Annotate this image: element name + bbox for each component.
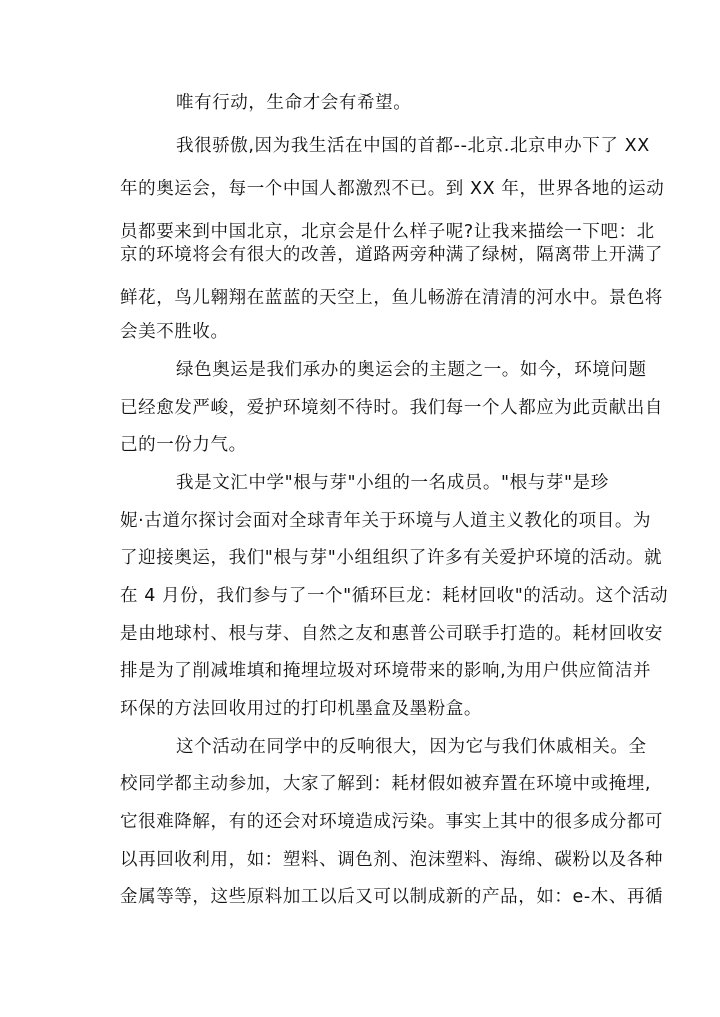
text-line: 年的奥运会，每一个中国人都激烈不已。到 XX 年，世界各地的运动 (120, 179, 665, 199)
text-line: 金属等等，这些原料加工以后又可以制成新的产品，如：e-木、再循 (120, 887, 664, 907)
text-line: 了迎接奥运，我们"根与芽"小组组织了许多有关爱护环境的活动。就 (120, 548, 663, 568)
text-line: 唯有行动，生命才会有希望。 (176, 93, 412, 113)
text-line: 鲜花，鸟儿翱翔在蓝蓝的天空上，鱼儿畅游在清清的河水中。景色将 (120, 288, 663, 308)
text-line: 绿色奥运是我们承办的奥运会的主题之一。如今，环境问题 (176, 360, 647, 380)
text-line: 我很骄傲,因为我生活在中国的首都--北京.北京申办下了 XX (176, 136, 650, 156)
text-line: 排是为了削减堆填和掩埋垃圾对环境带来的影响,为用户供应简洁并 (120, 661, 652, 681)
text-line: 妮·古道尔探讨会面对全球青年关于环境与人道主义教化的项目。为 (120, 511, 652, 531)
text-line: 京的环境将会有很大的改善，道路两旁种满了绿树，隔离带上开满了 (120, 245, 663, 265)
text-line: 这个活动在同学中的反响很大，因为它与我们休戚相关。全 (176, 737, 647, 757)
text-line: 以再回收利用，如：塑料、调色剂、泡沫塑料、海绵、碳粉以及各种 (120, 850, 663, 870)
text-line: 环保的方法回收用过的打印机墨盒及墨粉盒。 (120, 699, 482, 719)
text-line: 已经愈发严峻，爱护环境刻不待时。我们每一个人都应为此贡献出自 (120, 398, 663, 418)
text-line: 在 4 月份，我们参与了一个"循环巨龙：耗材回收"的活动。这个活动 (120, 586, 669, 606)
text-line: 它很难降解，有的还会对环境造成污染。事实上其中的很多成分都可 (120, 812, 663, 832)
text-line: 校同学都主动参加，大家了解到：耗材假如被弃置在环境中或掩埋, (120, 774, 652, 794)
text-line: 我是文汇中学"根与芽"小组的一名成员。"根与芽"是珍 (176, 473, 609, 493)
text-line: 会美不胜收。 (120, 322, 229, 342)
text-line: 员都要来到中国北京，北京会是什么样子呢?让我来描绘一下吧：北 (120, 222, 655, 242)
text-line: 是由地球村、根与芽、自然之友和惠普公司联手打造的。耗材回收安 (120, 624, 663, 644)
text-line: 己的一份力气。 (120, 435, 247, 455)
